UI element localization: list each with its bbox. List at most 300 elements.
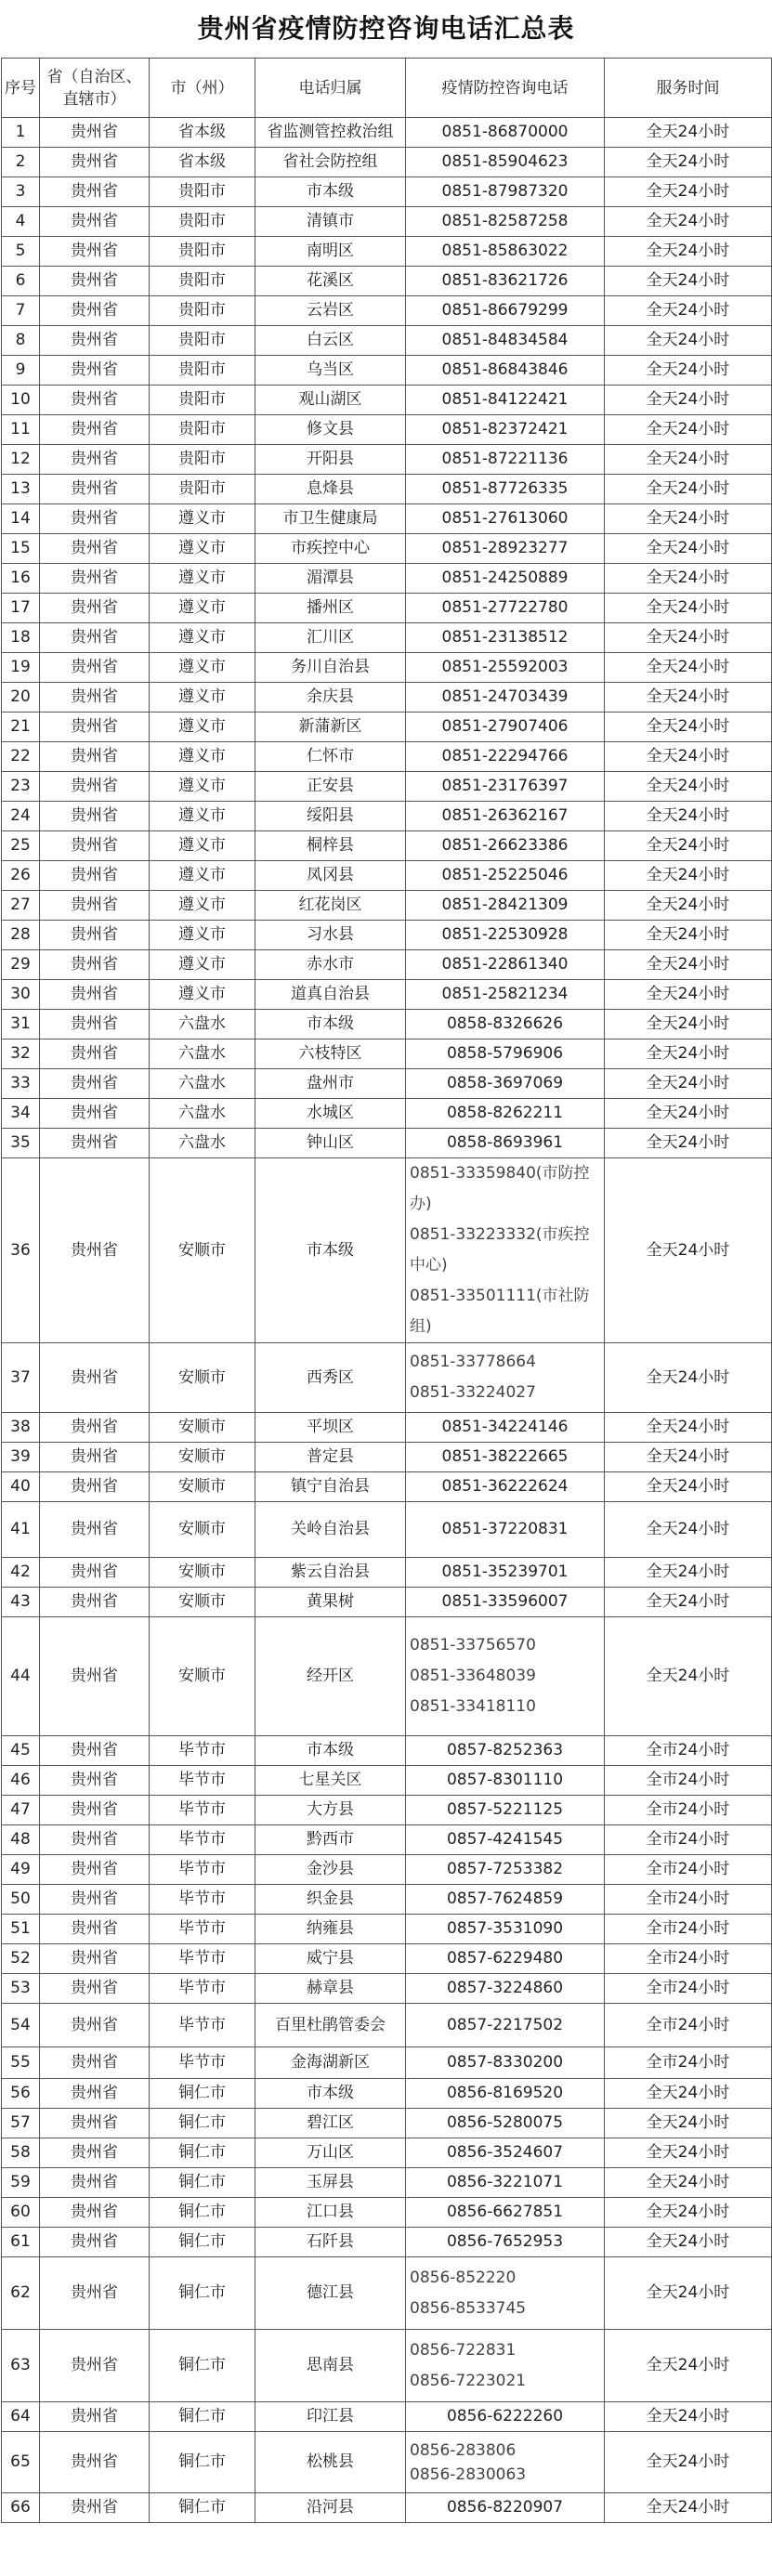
row-unit: 播州区 [255,594,406,623]
row-phones: 0856-3524607 [406,2138,605,2168]
row-phones: 0851-82372421 [406,415,605,445]
row-city: 遵义市 [150,742,255,772]
row-city: 毕节市 [150,1944,255,1974]
row-unit: 务川自治县 [255,653,406,683]
row-phones: 0856-3221071 [406,2168,605,2198]
row-no: 42 [2,1558,40,1588]
row-province: 贵州省 [40,118,150,148]
table-row [2,742,772,772]
row-unit: 仁怀市 [255,742,406,772]
row-no: 49 [2,1855,40,1885]
phone-number: 0851-33756570 [410,1636,536,1654]
row-phones [406,2257,605,2330]
row-phones: 0851-87726335 [406,475,605,504]
row-no: 3 [2,177,40,207]
row-city: 贵阳市 [150,207,255,237]
row-phones: 0851-84834584 [406,326,605,356]
row-no: 51 [2,1915,40,1944]
row-no: 54 [2,2004,40,2047]
table-row [2,267,772,296]
row-phones: 0851-33596007 [406,1588,605,1617]
row-province: 贵州省 [40,207,150,237]
row-service-time: 全市24小时 [605,1855,772,1885]
row-province: 贵州省 [40,296,150,326]
row-province: 贵州省 [40,148,150,177]
row-province: 贵州省 [40,237,150,267]
table-row [2,891,772,921]
row-no: 56 [2,2079,40,2109]
row-province: 贵州省 [40,1796,150,1825]
row-phones: 0851-38222665 [406,1443,605,1472]
row-phones: 0851-28421309 [406,891,605,921]
row-phones: 0851-82587258 [406,207,605,237]
row-phones [406,1343,605,1413]
row-province: 贵州省 [40,950,150,980]
row-service-time: 全天24小时 [605,1129,772,1158]
table-row [2,2138,772,2168]
table-row [2,1099,772,1129]
row-unit: 白云区 [255,326,406,356]
row-service-time: 全天24小时 [605,802,772,831]
row-phones: 0857-3224860 [406,1974,605,2004]
row-city: 六盘水 [150,1010,255,1040]
row-no: 10 [2,386,40,415]
row-city: 铜仁市 [150,2079,255,2109]
row-province: 贵州省 [40,2493,150,2523]
row-city: 贵阳市 [150,475,255,504]
row-city: 遵义市 [150,950,255,980]
row-no: 44 [2,1617,40,1736]
row-unit: 息烽县 [255,475,406,504]
table-row [2,2004,772,2047]
row-city: 安顺市 [150,1158,255,1343]
table-row [2,1915,772,1944]
row-phones [406,2330,605,2402]
row-province: 贵州省 [40,475,150,504]
table-row [2,1010,772,1040]
row-service-time: 全天24小时 [605,683,772,713]
table-row [2,921,772,950]
row-city: 贵阳市 [150,386,255,415]
row-service-time: 全天24小时 [605,415,772,445]
row-phones: 0856-7652953 [406,2228,605,2257]
row-province: 贵州省 [40,2168,150,2198]
row-city: 六盘水 [150,1099,255,1129]
table-row [2,445,772,475]
row-no: 28 [2,921,40,950]
table-row [2,386,772,415]
row-service-time: 全天24小时 [605,504,772,534]
row-city: 贵阳市 [150,445,255,475]
header-city: 市（州） [150,59,255,118]
table-row [2,1472,772,1502]
row-phones: 0857-7253382 [406,1855,605,1885]
table-row [2,594,772,623]
row-province: 贵州省 [40,2138,150,2168]
row-province: 贵州省 [40,1502,150,1558]
row-phones: 0857-3531090 [406,1915,605,1944]
row-no: 33 [2,1069,40,1099]
row-city: 遵义市 [150,980,255,1010]
row-city: 遵义市 [150,713,255,742]
row-no: 13 [2,475,40,504]
row-service-time: 全天24小时 [605,594,772,623]
row-city: 遵义市 [150,861,255,891]
row-province: 贵州省 [40,2109,150,2138]
row-no: 5 [2,237,40,267]
row-no: 11 [2,415,40,445]
row-phones: 0851-87987320 [406,177,605,207]
table-row [2,831,772,861]
phone-number: 0851-33223332(市疾控中心) [410,1225,590,1275]
row-service-time: 全天24小时 [605,296,772,326]
row-city: 安顺市 [150,1413,255,1443]
row-city: 铜仁市 [150,2138,255,2168]
row-province: 贵州省 [40,1974,150,2004]
row-phones: 0851-37220831 [406,1502,605,1558]
row-city: 铜仁市 [150,2168,255,2198]
row-service-time: 全天24小时 [605,2109,772,2138]
row-service-time: 全市24小时 [605,1766,772,1796]
row-service-time: 全天24小时 [605,713,772,742]
row-province: 贵州省 [40,802,150,831]
row-city: 铜仁市 [150,2228,255,2257]
row-city: 毕节市 [150,2004,255,2047]
row-province: 贵州省 [40,1069,150,1099]
row-province: 贵州省 [40,683,150,713]
table-row [2,1343,772,1413]
row-unit: 开阳县 [255,445,406,475]
row-no: 43 [2,1588,40,1617]
row-service-time: 全天24小时 [605,2402,772,2432]
row-phones: 0856-6222260 [406,2402,605,2432]
row-province: 贵州省 [40,1617,150,1736]
row-phones: 0851-36222624 [406,1472,605,1502]
table-row [2,148,772,177]
row-unit: 玉屏县 [255,2168,406,2198]
row-city: 毕节市 [150,1796,255,1825]
row-province: 贵州省 [40,177,150,207]
row-no: 46 [2,1766,40,1796]
row-no: 57 [2,2109,40,2138]
row-unit: 道真自治县 [255,980,406,1010]
row-city: 毕节市 [150,2047,255,2079]
header-no: 序号 [2,59,40,118]
row-unit: 市本级 [255,1158,406,1343]
row-no: 19 [2,653,40,683]
row-no: 23 [2,772,40,802]
row-city: 贵阳市 [150,326,255,356]
row-province: 贵州省 [40,2402,150,2432]
row-unit: 新蒲新区 [255,713,406,742]
row-no: 63 [2,2330,40,2402]
row-service-time: 全天24小时 [605,831,772,861]
row-phones: 0851-84122421 [406,386,605,415]
row-unit: 南明区 [255,237,406,267]
row-province: 贵州省 [40,356,150,386]
row-unit: 钟山区 [255,1129,406,1158]
row-phones: 0851-35239701 [406,1558,605,1588]
row-unit: 织金县 [255,1885,406,1915]
row-city: 安顺市 [150,1343,255,1413]
phone-number: 0856-7223021 [410,2371,527,2390]
row-unit: 水城区 [255,1099,406,1129]
row-service-time: 全天24小时 [605,2079,772,2109]
row-province: 贵州省 [40,2330,150,2402]
row-no: 17 [2,594,40,623]
row-service-time: 全天24小时 [605,1502,772,1558]
row-service-time: 全天24小时 [605,386,772,415]
row-phones: 0858-5796906 [406,1040,605,1069]
table-row [2,1502,772,1558]
row-unit: 经开区 [255,1617,406,1736]
row-unit: 西秀区 [255,1343,406,1413]
row-unit: 松桃县 [255,2432,406,2493]
row-city: 贵阳市 [150,237,255,267]
row-phones: 0851-25225046 [406,861,605,891]
table-row [2,1855,772,1885]
row-unit: 凤冈县 [255,861,406,891]
table-row [2,2168,772,2198]
row-unit: 正安县 [255,772,406,802]
row-city: 铜仁市 [150,2493,255,2523]
header-unit: 电话归属 [255,59,406,118]
row-province: 贵州省 [40,1558,150,1588]
row-service-time: 全天24小时 [605,623,772,653]
table-row [2,1736,772,1766]
row-no: 32 [2,1040,40,1069]
row-no: 4 [2,207,40,237]
row-city: 贵阳市 [150,356,255,386]
table-row [2,475,772,504]
row-unit: 威宁县 [255,1944,406,1974]
table-row [2,1069,772,1099]
row-city: 铜仁市 [150,2330,255,2402]
row-service-time: 全天24小时 [605,1069,772,1099]
row-province: 贵州省 [40,1099,150,1129]
table-row [2,356,772,386]
row-no: 20 [2,683,40,713]
row-province: 贵州省 [40,2004,150,2047]
row-no: 61 [2,2228,40,2257]
row-phones: 0851-23176397 [406,772,605,802]
row-unit: 省监测管控救治组 [255,118,406,148]
row-unit: 金海湖新区 [255,2047,406,2079]
row-phones: 0851-24703439 [406,683,605,713]
table-row [2,2228,772,2257]
table-row [2,1825,772,1855]
row-service-time: 全市24小时 [605,1915,772,1944]
row-no: 6 [2,267,40,296]
row-city: 毕节市 [150,1825,255,1855]
row-no: 37 [2,1343,40,1413]
row-city: 六盘水 [150,1040,255,1069]
row-phones: 0851-22861340 [406,950,605,980]
row-no: 45 [2,1736,40,1766]
table-row [2,534,772,564]
row-unit: 碧江区 [255,2109,406,2138]
hotline-table [1,58,772,2523]
phone-number: 0856-2830063 [410,2465,527,2484]
row-no: 1 [2,118,40,148]
row-service-time: 全天24小时 [605,653,772,683]
row-unit: 纳雍县 [255,1915,406,1944]
row-unit: 万山区 [255,2138,406,2168]
row-service-time: 全天24小时 [605,742,772,772]
row-no: 58 [2,2138,40,2168]
table-row [2,980,772,1010]
table-row [2,2402,772,2432]
row-phones: 0856-8220907 [406,2493,605,2523]
row-city: 安顺市 [150,1558,255,1588]
row-city: 安顺市 [150,1617,255,1736]
row-city: 铜仁市 [150,2109,255,2138]
row-service-time: 全天24小时 [605,2168,772,2198]
header-phone: 疫情防控咨询电话 [406,59,605,118]
row-no: 30 [2,980,40,1010]
row-phones: 0851-26623386 [406,831,605,861]
row-province: 贵州省 [40,1825,150,1855]
row-unit: 绥阳县 [255,802,406,831]
row-no: 65 [2,2432,40,2493]
row-city: 贵阳市 [150,267,255,296]
table-row [2,683,772,713]
row-no: 2 [2,148,40,177]
row-unit: 市本级 [255,177,406,207]
phone-number: 0856-283806 [410,2440,517,2460]
row-city: 贵阳市 [150,296,255,326]
row-unit: 习水县 [255,921,406,950]
table-row [2,2330,772,2402]
row-city: 铜仁市 [150,2198,255,2228]
row-province: 贵州省 [40,861,150,891]
row-service-time: 全天24小时 [605,1099,772,1129]
row-unit: 金沙县 [255,1855,406,1885]
row-city: 毕节市 [150,1855,255,1885]
row-province: 贵州省 [40,772,150,802]
row-no: 50 [2,1885,40,1915]
row-province: 贵州省 [40,1343,150,1413]
table-row [2,1158,772,1343]
row-no: 18 [2,623,40,653]
row-phones: 0851-26362167 [406,802,605,831]
row-province: 贵州省 [40,831,150,861]
row-no: 48 [2,1825,40,1855]
row-unit: 赫章县 [255,1974,406,2004]
row-city: 安顺市 [150,1472,255,1502]
row-service-time: 全天24小时 [605,2330,772,2402]
row-no: 25 [2,831,40,861]
row-city: 遵义市 [150,772,255,802]
phone-number: 0851-33501111(市社防组) [410,1287,590,1336]
table-row [2,1944,772,1974]
row-unit: 印江县 [255,2402,406,2432]
row-unit: 江口县 [255,2198,406,2228]
row-no: 8 [2,326,40,356]
row-no: 26 [2,861,40,891]
row-province: 贵州省 [40,1413,150,1443]
row-service-time: 全天24小时 [605,1558,772,1588]
table-row [2,623,772,653]
row-phones: 0858-8693961 [406,1129,605,1158]
row-service-time: 全市24小时 [605,1736,772,1766]
row-service-time: 全市24小时 [605,1885,772,1915]
row-province: 贵州省 [40,623,150,653]
row-service-time: 全市24小时 [605,1974,772,2004]
table-row [2,1796,772,1825]
row-province: 贵州省 [40,1885,150,1915]
row-city: 遵义市 [150,831,255,861]
row-unit: 沿河县 [255,2493,406,2523]
row-service-time: 全市24小时 [605,1796,772,1825]
row-province: 贵州省 [40,1129,150,1158]
row-unit: 紫云自治县 [255,1558,406,1588]
row-no: 12 [2,445,40,475]
row-service-time: 全天24小时 [605,891,772,921]
table-title: 贵州省疫情防控咨询电话汇总表 [197,13,575,44]
table-row [2,1129,772,1158]
table-row [2,1766,772,1796]
table-row [2,1588,772,1617]
row-unit: 盘州市 [255,1069,406,1099]
row-phones: 0851-27907406 [406,713,605,742]
row-unit: 花溪区 [255,267,406,296]
row-service-time: 全天24小时 [605,1443,772,1472]
row-service-time: 全天24小时 [605,534,772,564]
table-row [2,1885,772,1915]
row-unit: 云岩区 [255,296,406,326]
row-phones: 0858-8326626 [406,1010,605,1040]
row-phones: 0851-25821234 [406,980,605,1010]
row-phones: 0851-22294766 [406,742,605,772]
row-phones: 0857-2217502 [406,2004,605,2047]
row-no: 22 [2,742,40,772]
row-service-time: 全天24小时 [605,2138,772,2168]
row-no: 39 [2,1443,40,1472]
row-service-time: 全天24小时 [605,1040,772,1069]
row-province: 贵州省 [40,2198,150,2228]
row-no: 21 [2,713,40,742]
row-province: 贵州省 [40,653,150,683]
row-service-time: 全天24小时 [605,950,772,980]
row-city: 省本级 [150,148,255,177]
row-unit: 市本级 [255,1736,406,1766]
row-unit: 省社会防控组 [255,148,406,177]
phone-number: 0856-8533745 [410,2298,527,2318]
row-province: 贵州省 [40,1472,150,1502]
row-province: 贵州省 [40,326,150,356]
row-unit: 大方县 [255,1796,406,1825]
row-phones: 0851-85863022 [406,237,605,267]
phone-number: 0851-33648039 [410,1667,536,1685]
row-service-time: 全天24小时 [605,1617,772,1736]
row-no: 16 [2,564,40,594]
row-phones: 0857-8252363 [406,1736,605,1766]
table-row [2,1413,772,1443]
row-phones: 0857-5221125 [406,1796,605,1825]
row-city: 贵阳市 [150,177,255,207]
row-no: 53 [2,1974,40,2004]
row-no: 36 [2,1158,40,1343]
row-service-time: 全天24小时 [605,237,772,267]
row-no: 41 [2,1502,40,1558]
row-service-time: 全天24小时 [605,2493,772,2523]
table-row [2,177,772,207]
row-unit: 普定县 [255,1443,406,1472]
row-phones: 0856-8169520 [406,2079,605,2109]
table-row [2,950,772,980]
row-phones: 0851-24250889 [406,564,605,594]
